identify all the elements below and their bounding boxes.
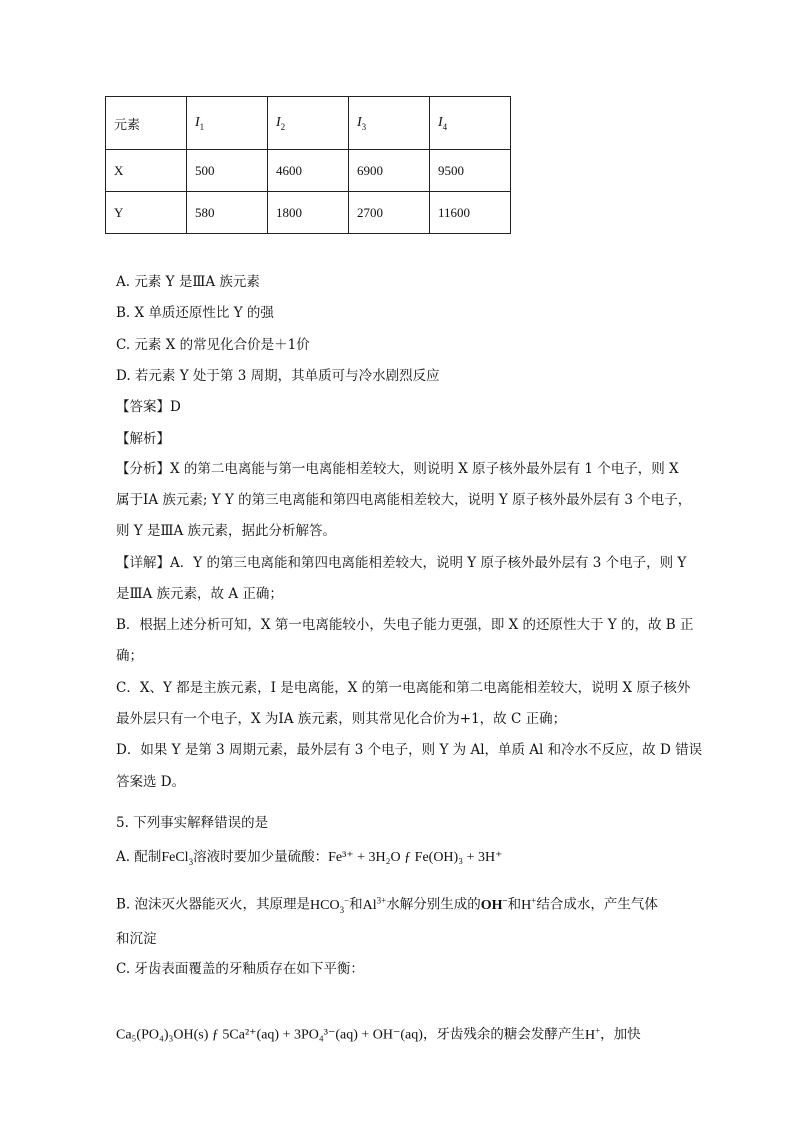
formula-h-ion: H+ xyxy=(584,1025,601,1043)
analysis-line: 答案选 D。 xyxy=(116,774,186,790)
table-cell: 11600 xyxy=(430,192,511,234)
table-header-cell: $I_1$ xyxy=(187,97,268,150)
question-5-option-b: B. 泡沫灭火器能灭火，其原理是$HCO_3^-$和$Al^{3+}$水解分别生成的OH−和H+结合成水，产生气体 xyxy=(116,895,658,915)
table-header-cell: 元素 xyxy=(106,97,187,150)
table-row xyxy=(106,192,511,234)
enamel-equilibrium: Ca₅(PO₄)₃OH(s) ƒ 5Ca²⁺(aq) + 3PO₄³⁻(aq) + OH⁻(aq) xyxy=(116,1027,423,1043)
option-d: D. 若元素 Y 处于第 3 周期，其单质可与冷水剧烈反应 xyxy=(116,368,440,384)
option-c: C. 元素 X 的常见化合价是＋1价 xyxy=(116,337,310,353)
question-5-option-b-cont: 和沉淀 xyxy=(116,931,157,947)
analysis-line: B．根据上述分析可知，X 第一电离能较小，失电子能力更强，即 X 的还原性大于 Y 的，故 B 正 xyxy=(116,617,694,633)
table-cell: 1800 xyxy=(268,192,349,234)
table-cell: 4600 xyxy=(268,150,349,192)
ionization-energy-table xyxy=(105,96,511,234)
formula-fecl3: FeCl$_3$ xyxy=(161,850,194,867)
analysis-title: 【解析】 xyxy=(116,431,170,447)
formula-hco3: $HCO_3^-$ xyxy=(310,895,350,915)
analysis-line: 是ⅢA 族元素，故 A 正确； xyxy=(116,586,283,602)
table-cell: X xyxy=(106,150,187,192)
question-5-option-c-eq: Ca₅(PO₄)₃OH(s) ƒ 5Ca²⁺(aq) + 3PO₄³⁻(aq) + OH⁻(aq)，牙齿残余的糖会发酵产生H+，加快 xyxy=(116,1025,641,1043)
analysis-line: 最外层只有一个电子，X 为ⅠA 族元素，则其常见化合价为+1，故 C 正确； xyxy=(116,711,567,727)
analysis-line: D．如果 Y 是第 3 周期元素，最外层有 3 个电子，则 Y 为 Al，单质 Al 和冷水不反应，故 D 错误 xyxy=(116,742,703,758)
table-cell: 580 xyxy=(187,192,268,234)
question-5-option-a: A. 配制FeCl$_3$溶液时要加少量硫酸：Fe³⁺ + 3H₂O ƒ Fe(OH)₃ + 3H⁺ xyxy=(116,849,503,867)
table-header-cell: $I_4$ xyxy=(430,97,511,150)
analysis-line: 【分析】X 的第二电离能与第一电离能相差较大，则说明 X 原子核外最外层有 1 个电子，则 X xyxy=(116,461,679,477)
table-header-cell: $I_3$ xyxy=(349,97,430,150)
analysis-line: 【详解】A．Y 的第三电离能和第四电离能相差较大，说明 Y 原子核外最外层有 3 个电子，则 Y xyxy=(116,555,687,571)
formula-oh: OH− xyxy=(480,895,508,913)
table-header-cell: $I_2$ xyxy=(268,97,349,150)
option-a: A. 元素 Y 是ⅢA 族元素 xyxy=(116,274,260,290)
option-b: B. X 单质还原性比 Y 的强 xyxy=(116,305,274,321)
table-cell: 500 xyxy=(187,150,268,192)
table-cell: 6900 xyxy=(349,150,430,192)
formula-al3: $Al^{3+}$ xyxy=(362,895,387,913)
formula-h: H+ xyxy=(521,895,537,913)
table-header-row xyxy=(106,97,511,150)
answer-line: 【答案】D xyxy=(116,399,181,415)
analysis-line: 确； xyxy=(116,648,143,664)
table-row xyxy=(106,150,511,192)
hydrolysis-equation: Fe³⁺ + 3H₂O ƒ Fe(OH)₃ + 3H⁺ xyxy=(328,850,503,865)
analysis-line: C．X、Y 都是主族元素，I 是电离能，X 的第一电离能和第二电离能相差较大，说明 X 原子核外 xyxy=(116,680,691,696)
question-5-option-c: C. 牙齿表面覆盖的牙釉质存在如下平衡： xyxy=(116,961,364,977)
table-cell: 9500 xyxy=(430,150,511,192)
table-cell: 2700 xyxy=(349,192,430,234)
table-cell: Y xyxy=(106,192,187,234)
question-5-title: 5. 下列事实解释错误的是 xyxy=(116,815,269,831)
analysis-line: 属于ⅠA 族元素; Y Y 的第三电离能和第四电离能相差较大，说明 Y 原子核外最外层有 3 个电子， xyxy=(116,492,692,508)
analysis-line: 则 Y 是ⅢA 族元素，据此分析解答。 xyxy=(116,523,337,539)
